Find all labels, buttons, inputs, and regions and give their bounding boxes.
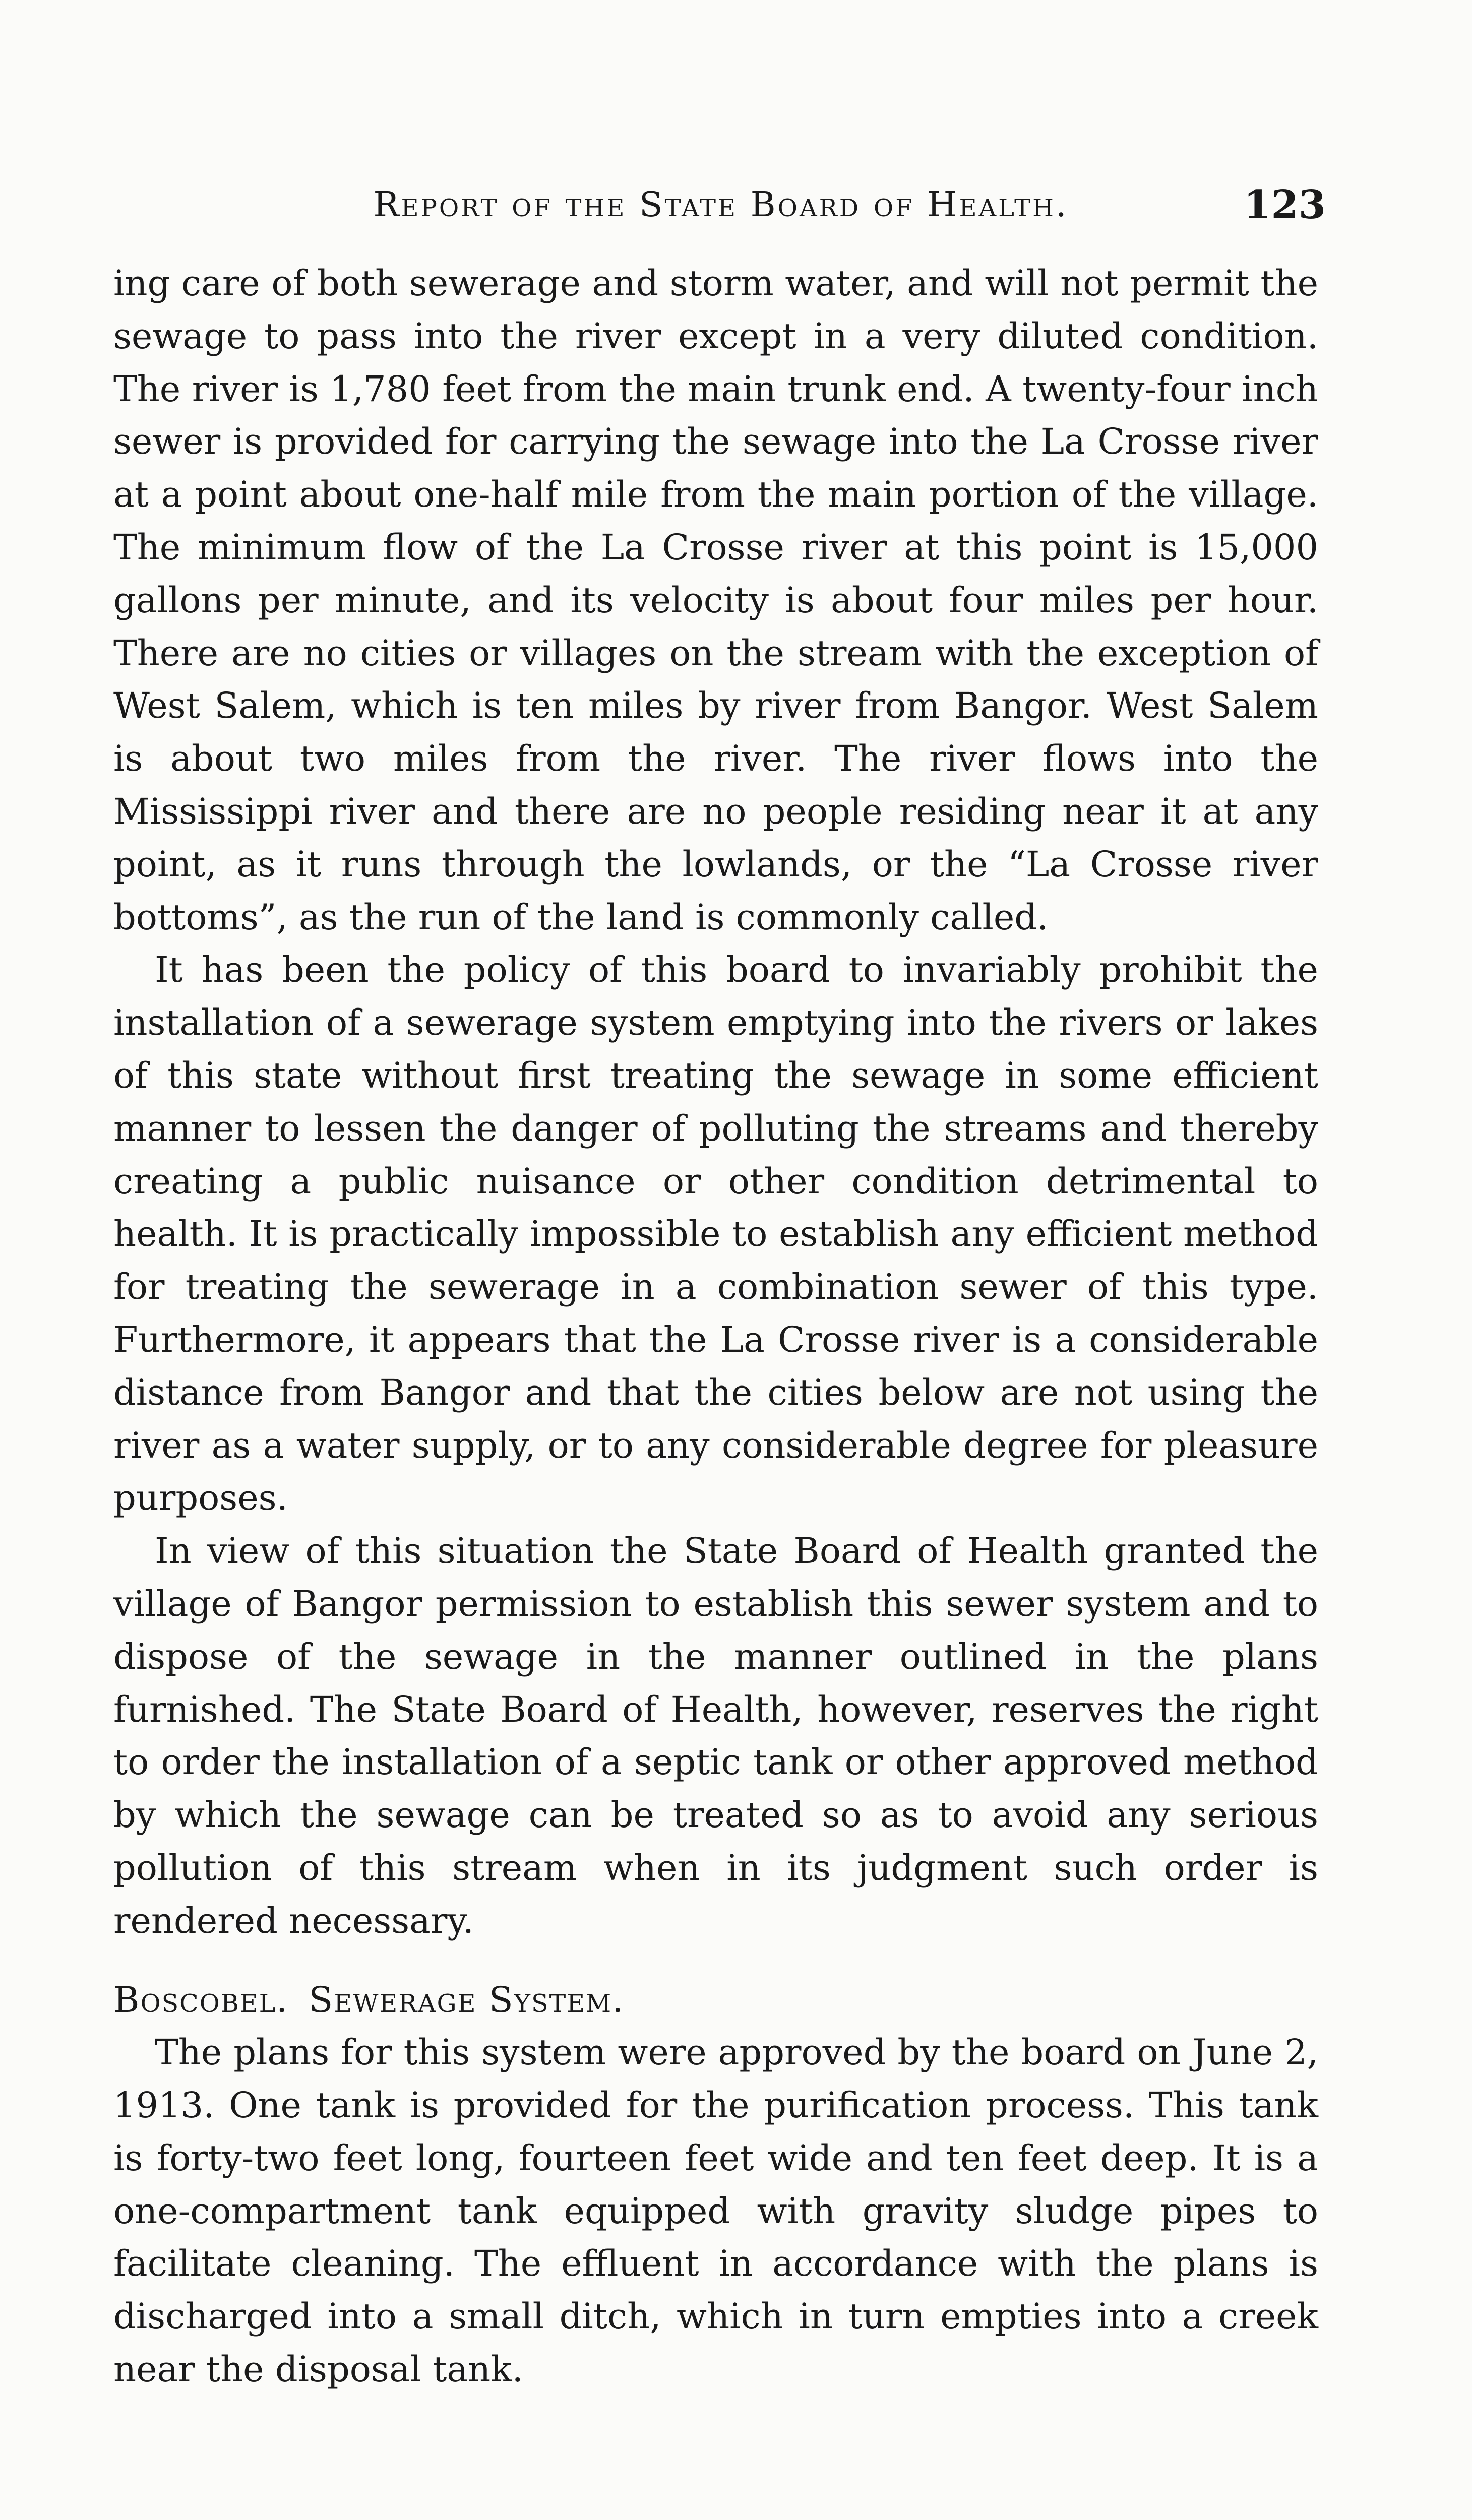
section-title: Sewerage System.: [309, 1979, 625, 2021]
page-header: [116, 177, 1326, 233]
paragraph-boscobel-system: The plans for this system were approved by the board on June 2, 1913. One tank is provided for the purification process. This tank is forty-two feet long, fourteen feet wide and ten feet deep. It is a one-compartment tank equipped with gravity sludge pipes to facilitate cleaning. The effluent in accordance with the plans is discharged into a small ditch, which in turn empties into a creek near the disposal tank.: [113, 2032, 1318, 2390]
paragraph-board-policy: It has been the policy of this board to invariably prohibit the installation of a sewerage system emptying into the rivers or lakes of this state without first treating the sewage in some efficient manner to lessen the danger of polluting the streams and thereby creating a public nuisance or other condition detrimental to health. It is practically impossible to establish any efficient method for treating the sewerage in a combination sewer of this type. Furthermore, it appears that the La Crosse river is a considerable distance from Bangor and that the cities below are not using the river as a water supply, or to any considerable degree for pleasure purposes.: [113, 949, 1318, 1519]
paragraph-bangor-permission: In view of this situation the State Board of Health granted the village of Bangor permission to establish this sewer system and to dispose of the sewage in the manner outlined in the plans furnished. The State Board of Health, however, reserves the right to order the installation of a septic tank or other approved method by which the sewage can be treated so as to avoid any serious pollution of this stream when in its judgment such order is rendered necessary.: [113, 1530, 1318, 1941]
running-title: Report of the State Board of Health.: [373, 185, 1069, 225]
paragraph-sewer-description: ing care of both sewerage and storm water, and will not permit the sewage to pass into the river except in a very diluted condition. The river is 1,780 feet from the main trunk end. A twenty-four inch sewer is provided for carrying the sewage into the La Crosse river at a point about one-half mile from the main portion of the village. The minimum flow of the La Crosse river at this point is 15,000 gallons per minute, and its velocity is about four miles per hour. There are no cities or villages on the stream with the exception of West Salem, which is ten miles by river from Bangor. West Salem is about two miles from the river. The river flows into the Mississippi river and there are no people residing near it at any point, as it runs through the lowlands, or the “La Crosse river bottoms”, as the run of the land is commonly called.: [113, 263, 1318, 938]
section-place: Boscobel.: [113, 1979, 289, 2021]
page-number: 123: [1244, 182, 1326, 228]
section-heading: [113, 1974, 1318, 2027]
body-text: [113, 257, 1318, 2396]
